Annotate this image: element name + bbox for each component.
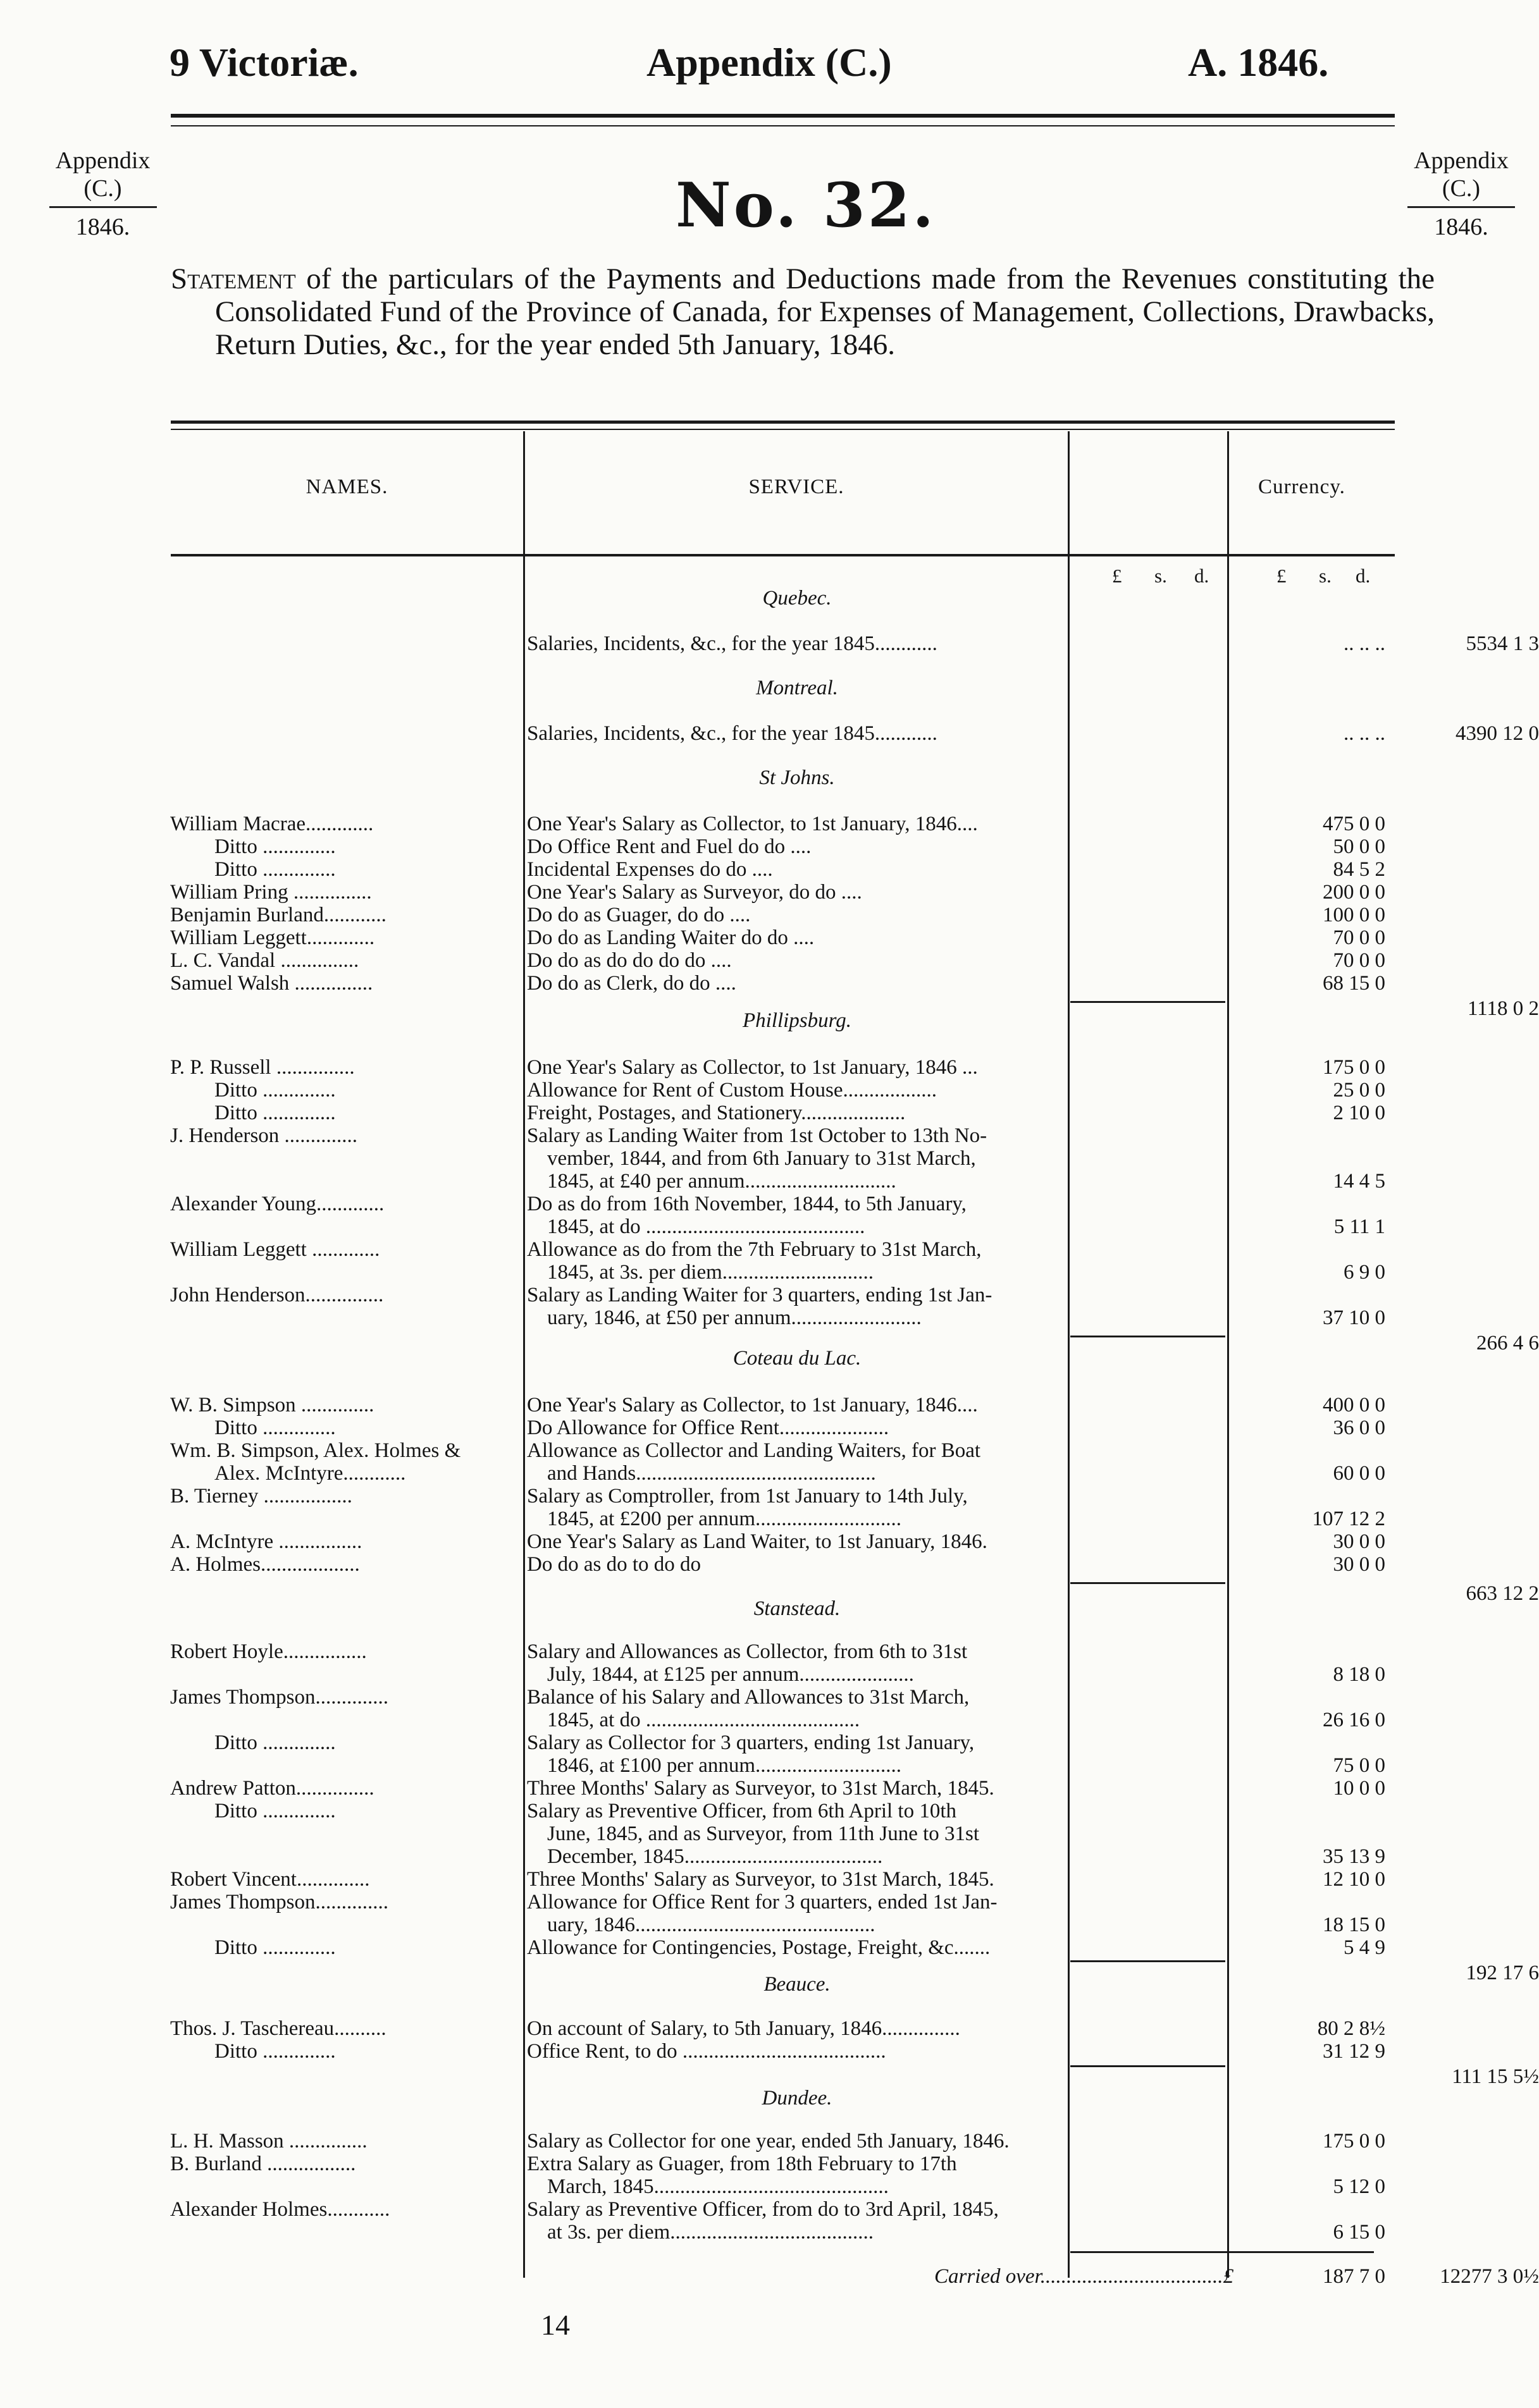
row-amount: 6 15 0 — [1333, 2221, 1385, 2244]
row-amount: 5 12 0 — [1333, 2175, 1385, 2198]
row-amount: 25 0 0 — [1333, 1079, 1385, 1102]
section-phillipsburg: Phillipsburg. — [742, 1009, 852, 1032]
row-name: A. McIntyre ................ — [170, 1530, 362, 1553]
section-montreal: Montreal. — [756, 677, 838, 699]
table-row — [168, 1686, 1398, 1709]
row-service: July, 1844, at £125 per annum...................... — [547, 1663, 914, 1686]
row-name: James Thompson.............. — [170, 1686, 388, 1709]
table-row — [168, 722, 1539, 745]
row-service: Freight, Postages, and Stationery.................... — [527, 1102, 906, 1124]
row-amount: 10 0 0 — [1333, 1777, 1385, 1800]
row-total: 266 4 6 — [1476, 1332, 1539, 1354]
section-coteau-du-lac: Coteau du Lac. — [732, 1347, 862, 1370]
row-service: One Year's Salary as Collector, to 1st January, 1846.... — [527, 1394, 978, 1416]
row-amount: 107 12 2 — [1312, 1508, 1385, 1530]
row-amount: 70 0 0 — [1333, 926, 1385, 949]
row-service: Balance of his Salary and Allowances to 31st March, — [527, 1686, 970, 1709]
row-amount: .. .. .. — [1344, 632, 1385, 655]
row-service: Salary as Preventive Officer, from do to 3rd April, 1845, — [527, 2198, 999, 2221]
margin-letter: (C.) — [83, 175, 122, 202]
row-name: William Pring ............... — [170, 881, 372, 904]
row-name: William Leggett ............. — [170, 1238, 380, 1261]
column-header-names: NAMES. — [306, 476, 388, 498]
table-row — [168, 1936, 1539, 1984]
header-center: Appendix (C.) — [646, 40, 892, 85]
row-service: Salaries, Incidents, &c., for the year 1845............ — [527, 722, 937, 745]
document-number: No. 32. — [676, 169, 936, 241]
row-amount: 68 15 0 — [1323, 972, 1385, 995]
subtotal-rule — [1070, 1336, 1225, 1337]
section-quebec: Quebec. — [762, 587, 832, 610]
header-right: A. 1846. — [1188, 40, 1329, 85]
page-number: 14 — [541, 2309, 570, 2341]
row-service: at 3s. per diem....................................... — [547, 2221, 874, 2244]
table-row — [168, 1056, 1398, 1079]
row-total: 5534 1 3 — [1466, 632, 1539, 655]
table-row — [168, 1777, 1398, 1800]
row-name: Wm. B. Simpson, Alex. Holmes & — [170, 1439, 461, 1462]
table-row — [168, 1663, 1398, 1686]
subtotal-rule — [1070, 1582, 1225, 1584]
table-row — [168, 813, 1398, 835]
row-total: 663 12 2 — [1466, 1582, 1539, 1605]
row-service: 1845, at £40 per annum............................. — [547, 1170, 896, 1193]
table-row — [168, 881, 1398, 904]
row-amount: 36 0 0 — [1333, 1416, 1385, 1439]
table-row — [168, 1891, 1398, 1914]
row-service: Do Office Rent and Fuel do do .... — [527, 835, 812, 858]
row-service: On account of Salary, to 5th January, 1846............... — [527, 2017, 960, 2040]
row-name: Robert Vincent.............. — [170, 1868, 370, 1891]
table-row — [168, 1709, 1398, 1731]
row-amount: 50 0 0 — [1333, 835, 1385, 858]
row-service: One Year's Salary as Land Waiter, to 1st January, 1846. — [527, 1530, 987, 1553]
row-service: 1845, at do ......................................... — [547, 1709, 860, 1731]
row-service: uary, 1846.............................................. — [547, 1914, 875, 1936]
margin-note-left — [35, 147, 171, 241]
table-row — [168, 972, 1539, 1020]
table-top-rule-thin — [171, 429, 1395, 430]
column-divider-amount — [1227, 431, 1229, 2278]
pound-label: £ — [1112, 565, 1122, 587]
pence-label: d. — [1356, 565, 1371, 587]
row-name: John Henderson............... — [170, 1284, 384, 1306]
row-service: One Year's Salary as Collector, to 1st January, 1846.... — [527, 813, 978, 835]
row-amount: 30 0 0 — [1333, 1530, 1385, 1553]
row-name: J. Henderson .............. — [170, 1124, 358, 1147]
row-service: 1845, at 3s. per diem............................. — [547, 1261, 874, 1284]
row-name: William Macrae............. — [170, 813, 374, 835]
row-amount: 31 12 9 — [1323, 2040, 1385, 2063]
row-name: Ditto .............. — [214, 1936, 336, 1959]
section-beauce: Beauce. — [763, 1973, 831, 1996]
margin-divider — [1407, 206, 1515, 208]
row-service: Do do as do to do do — [527, 1553, 701, 1576]
row-name: Ditto .............. — [214, 1800, 336, 1822]
table-row — [168, 632, 1539, 655]
row-name: Ditto .............. — [214, 858, 336, 881]
row-service: Salary as Preventive Officer, from 6th April to 10th — [527, 1800, 956, 1822]
table-row — [168, 1079, 1398, 1102]
margin-label: Appendix — [55, 147, 151, 174]
row-name: Alexander Young............. — [170, 1193, 385, 1215]
table-row — [168, 1284, 1398, 1306]
column-divider-service — [1068, 431, 1070, 2278]
row-name: B. Burland ................. — [170, 2153, 356, 2175]
subtotal-rule — [1070, 2065, 1225, 2067]
row-name: Thos. J. Taschereau.......... — [170, 2017, 386, 2040]
row-amount: 175 0 0 — [1323, 2130, 1385, 2153]
row-amount: 12 10 0 — [1323, 1868, 1385, 1891]
row-name: Andrew Patton............... — [170, 1777, 374, 1800]
column-header-currency: Currency. — [1258, 476, 1345, 498]
row-name: Benjamin Burland............ — [170, 904, 386, 926]
table-row — [168, 1261, 1398, 1284]
table-row — [168, 858, 1398, 881]
row-amount: 14 4 5 — [1333, 1170, 1385, 1193]
row-name: Ditto .............. — [214, 835, 336, 858]
row-service: and Hands.............................................. — [547, 1462, 876, 1485]
row-service: 1845, at do .......................................... — [547, 1215, 865, 1238]
table-row — [168, 1439, 1398, 1462]
row-name: Alex. McIntyre............ — [214, 1462, 406, 1485]
row-service: March, 1845............................................. — [547, 2175, 889, 2198]
table-row — [168, 1124, 1398, 1147]
margin-divider — [49, 206, 157, 208]
table-row — [168, 926, 1398, 949]
column-header-service: SERVICE. — [748, 476, 844, 498]
row-service: Three Months' Salary as Surveyor, to 31st March, 1845. — [527, 1777, 994, 1800]
table-row — [168, 1102, 1398, 1124]
carried-over-row — [168, 2265, 1539, 2288]
section-st-johns: St Johns. — [759, 766, 835, 789]
table-row — [168, 1215, 1398, 1238]
row-name: Ditto .............. — [214, 1731, 336, 1754]
table-row — [168, 1530, 1398, 1553]
statement-lead: Statement — [171, 262, 296, 295]
carried-over-rule — [1070, 2251, 1374, 2253]
row-amount: 70 0 0 — [1333, 949, 1385, 972]
row-service: Salary and Allowances as Collector, from 6th to 31st — [527, 1640, 968, 1663]
statement-text: of the particulars of the Payments and Deductions made from the Revenues constituting the Consolidated Fund of the Province of Canada, for Expenses of Management, Collections, Drawbacks, Return Duties, &c., for the year ended 5th January, 1846. — [215, 262, 1435, 361]
row-service: Salaries, Incidents, &c., for the year 1845............ — [527, 632, 937, 655]
row-service: 1845, at £200 per annum............................ — [547, 1508, 902, 1530]
row-amount: 175 0 0 — [1323, 1056, 1385, 1079]
table-row — [168, 1147, 1398, 1170]
row-amount: 8 18 0 — [1333, 1663, 1385, 1686]
row-total: 1118 0 2 — [1467, 997, 1539, 1020]
row-amount: 75 0 0 — [1333, 1754, 1385, 1777]
table-row — [168, 1170, 1398, 1193]
row-amount: 6 9 0 — [1344, 1261, 1385, 1284]
table-row — [168, 1800, 1398, 1822]
column-divider-names — [523, 431, 525, 2278]
table-row — [168, 1731, 1398, 1754]
table-row — [168, 2221, 1398, 2244]
row-name: L. H. Masson ............... — [170, 2130, 368, 2153]
row-service: June, 1845, and as Surveyor, from 11th June to 31st — [547, 1822, 980, 1845]
row-name: Ditto .............. — [214, 1079, 336, 1102]
row-service: One Year's Salary as Collector, to 1st January, 1846 ... — [527, 1056, 978, 1079]
row-service: Do do as Landing Waiter do do .... — [527, 926, 815, 949]
row-total: 4390 12 0 — [1456, 722, 1539, 745]
section-dundee: Dundee. — [762, 2087, 832, 2110]
row-service: 1846, at £100 per annum............................ — [547, 1754, 902, 1777]
row-amount: 5 11 1 — [1333, 1215, 1385, 1238]
table-head-rule — [171, 554, 1395, 556]
row-service: Salary as Landing Waiter for 3 quarters, ending 1st Jan- — [527, 1284, 992, 1306]
row-amount: 5 4 9 — [1344, 1936, 1385, 1959]
header-rule — [171, 114, 1395, 118]
table-row — [168, 2198, 1398, 2221]
row-name: L. C. Vandal ............... — [170, 949, 359, 972]
row-name: W. B. Simpson .............. — [170, 1394, 374, 1416]
table-row — [168, 1394, 1398, 1416]
row-service: December, 1845...................................... — [547, 1845, 883, 1868]
row-amount: 84 5 2 — [1333, 858, 1385, 881]
carried-over-amount: 187 7 0 — [1323, 2265, 1385, 2288]
row-service: Incidental Expenses do do .... — [527, 858, 773, 881]
subtotal-rule — [1070, 1001, 1225, 1003]
row-service: Do do as Guager, do do .... — [527, 904, 751, 926]
row-amount: 475 0 0 — [1323, 813, 1385, 835]
table-row — [168, 1306, 1539, 1354]
pence-label: d. — [1194, 565, 1209, 587]
margin-letter: (C.) — [1442, 175, 1481, 202]
table-row — [168, 1553, 1539, 1605]
table-row — [168, 2130, 1398, 2153]
table-row — [168, 1238, 1398, 1261]
row-amount: 30 0 0 — [1333, 1553, 1385, 1576]
row-service: One Year's Salary as Surveyor, do do .... — [527, 881, 862, 904]
row-service: Three Months' Salary as Surveyor, to 31st March, 1845. — [527, 1868, 994, 1891]
row-total: 111 15 5½ — [1452, 2065, 1539, 2088]
row-amount: 2 10 0 — [1333, 1102, 1385, 1124]
carried-over-label: Carried over...................................£ — [934, 2265, 1233, 2288]
row-name: William Leggett............. — [170, 926, 375, 949]
carried-over-total: 12277 3 0½ — [1440, 2265, 1539, 2288]
margin-label: Appendix — [1414, 147, 1509, 174]
row-total: 192 17 6 — [1466, 1962, 1539, 1984]
subtotal-rule — [1070, 1960, 1225, 1962]
row-amount: 26 16 0 — [1323, 1709, 1385, 1731]
row-service: Allowance for Office Rent for 3 quarters, ended 1st Jan- — [527, 1891, 998, 1914]
row-service: uary, 1846, at £50 per annum......................... — [547, 1306, 922, 1329]
row-service: Do do as do do do do .... — [527, 949, 732, 972]
shilling-label: s. — [1319, 565, 1332, 587]
row-amount: 100 0 0 — [1323, 904, 1385, 926]
section-stanstead: Stanstead. — [753, 1597, 841, 1620]
table-row — [168, 1485, 1398, 1508]
table-row — [168, 904, 1398, 926]
row-amount: 35 13 9 — [1323, 1845, 1385, 1868]
row-amount: .. .. .. — [1344, 722, 1385, 745]
table-row — [168, 1754, 1398, 1777]
row-amount: 37 10 0 — [1323, 1306, 1385, 1329]
header-left: 9 Victoriæ. — [170, 40, 359, 85]
table-row — [168, 1462, 1398, 1485]
row-name: James Thompson.............. — [170, 1891, 388, 1914]
row-service: Salary as Comptroller, from 1st January to 14th July, — [527, 1485, 968, 1508]
table-row — [168, 835, 1398, 858]
header-rule-thin — [171, 125, 1395, 126]
row-amount: 200 0 0 — [1323, 881, 1385, 904]
table-row — [168, 1914, 1398, 1936]
row-service: Salary as Landing Waiter from 1st October to 13th No- — [527, 1124, 987, 1147]
row-amount: 18 15 0 — [1323, 1914, 1385, 1936]
row-service: Allowance as Collector and Landing Waiters, for Boat — [527, 1439, 981, 1462]
row-service: Allowance for Rent of Custom House.................. — [527, 1079, 937, 1102]
table-row — [168, 2153, 1398, 2175]
table-row — [168, 2017, 1398, 2040]
table-row — [168, 1845, 1398, 1868]
table-row — [168, 1868, 1398, 1891]
row-service: Allowance as do from the 7th February to 31st March, — [527, 1238, 982, 1261]
row-service: vember, 1844, and from 6th January to 31st March, — [547, 1147, 976, 1170]
row-service: Do do as Clerk, do do .... — [527, 972, 736, 995]
table-row — [168, 1193, 1398, 1215]
pound-label: £ — [1276, 565, 1287, 587]
row-service: Salary as Collector for 3 quarters, ending 1st January, — [527, 1731, 975, 1754]
table-row — [168, 949, 1398, 972]
row-name: Ditto .............. — [214, 2040, 336, 2063]
row-name: B. Tierney ................. — [170, 1485, 352, 1508]
row-name: A. Holmes................... — [170, 1553, 360, 1576]
margin-year: 1846. — [1434, 214, 1488, 240]
row-service: Allowance for Contingencies, Postage, Freight, &c....... — [527, 1936, 991, 1959]
row-name: Robert Hoyle................ — [170, 1640, 367, 1663]
margin-note-right — [1398, 147, 1524, 241]
row-service: Salary as Collector for one year, ended 5th January, 1846. — [527, 2130, 1010, 2153]
row-name: P. P. Russell ............... — [170, 1056, 355, 1079]
row-name: Ditto .............. — [214, 1416, 336, 1439]
row-name: Alexander Holmes............ — [170, 2198, 390, 2221]
table-row — [168, 1822, 1398, 1845]
shilling-label: s. — [1154, 565, 1167, 587]
row-service: Extra Salary as Guager, from 18th February to 17th — [527, 2153, 957, 2175]
row-service: Office Rent, to do ....................................... — [527, 2040, 886, 2063]
row-name: Ditto .............. — [214, 1102, 336, 1124]
table-row — [168, 2040, 1539, 2088]
row-service: Do Allowance for Office Rent..................... — [527, 1416, 889, 1439]
statement-paragraph — [171, 262, 1435, 361]
table-top-rule — [171, 421, 1395, 424]
row-name: Samuel Walsh ............... — [170, 972, 373, 995]
row-amount: 80 2 8½ — [1317, 2017, 1385, 2040]
table-row — [168, 1416, 1398, 1439]
row-service: Do as do from 16th November, 1844, to 5th January, — [527, 1193, 967, 1215]
row-amount: 60 0 0 — [1333, 1462, 1385, 1485]
table-row — [168, 1640, 1398, 1663]
margin-year: 1846. — [75, 214, 130, 240]
row-amount: 400 0 0 — [1323, 1394, 1385, 1416]
table-row — [168, 2175, 1398, 2198]
table-row — [168, 1508, 1398, 1530]
